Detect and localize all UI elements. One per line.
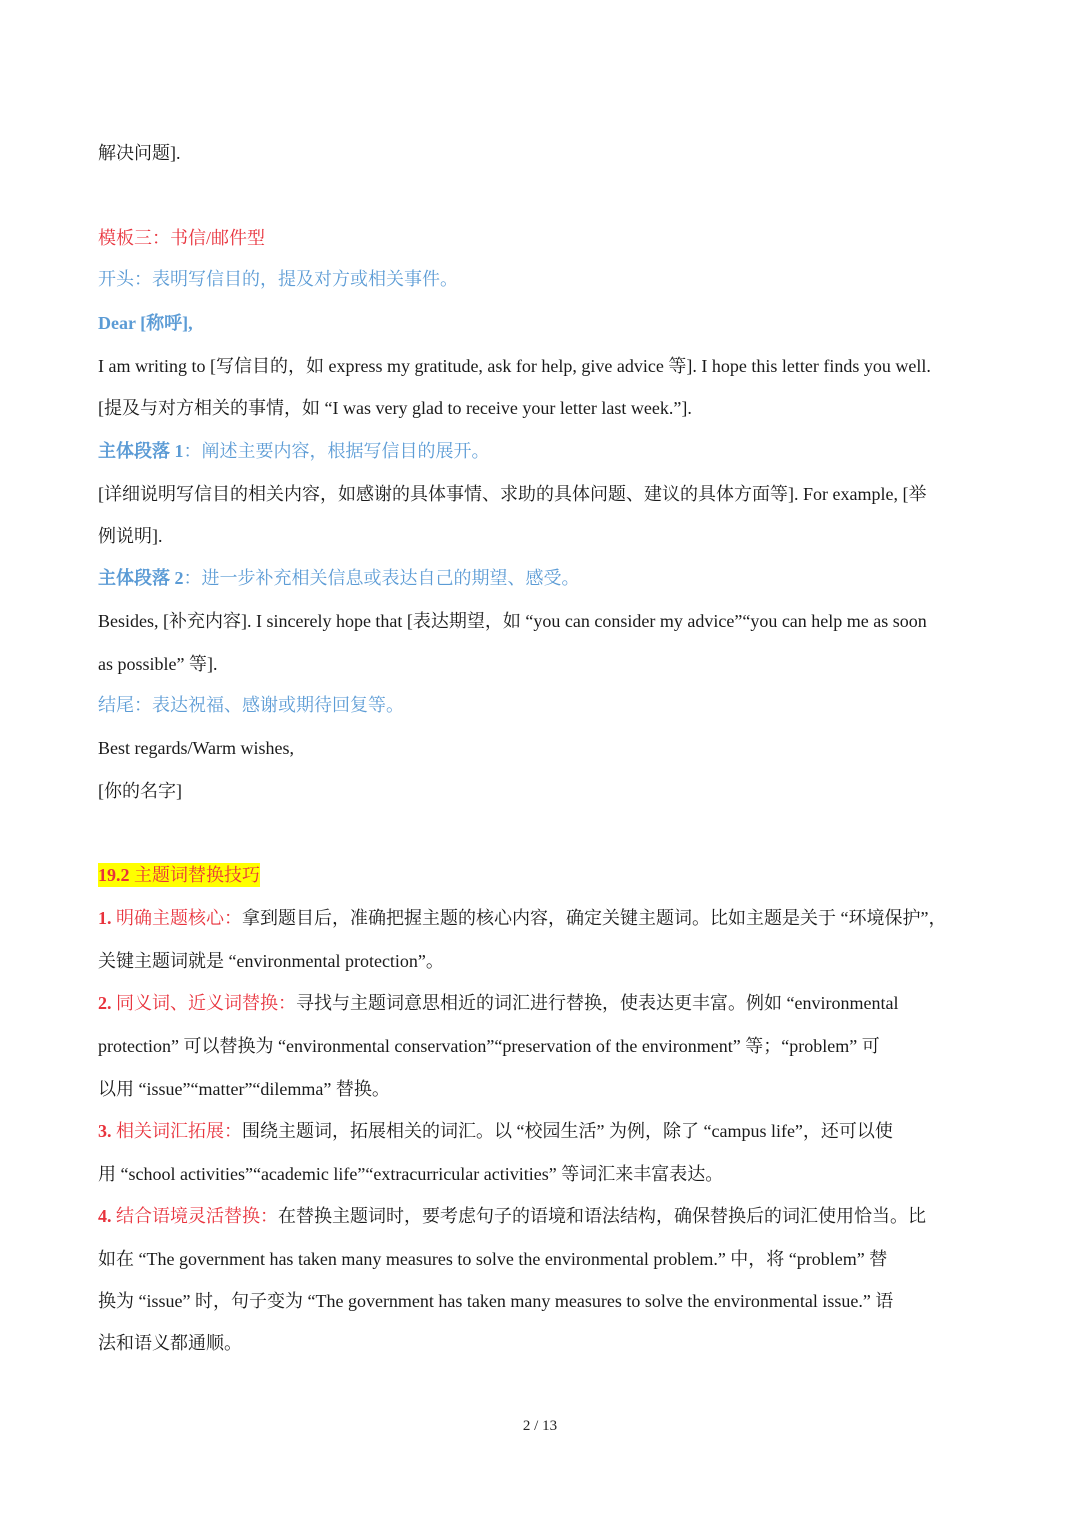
text-line: protection” 可以替换为 “environmental conservation”“preservation of the environment” 等；“problem” 可 — [98, 1036, 880, 1056]
tip-text: 拿到题目后，准确把握主题的核心内容，确定关键主题词。比如主题是关于 “环境保护”， — [242, 908, 947, 928]
text-line: 例说明]. — [98, 526, 163, 546]
salutation-placeholder: [称呼], — [135, 313, 193, 333]
text-line: I am writing to [写信目的，如 express my gratitude, ask for help, give advice 等]. I hope this letter finds you well. — [98, 356, 931, 376]
section-guide-body-2 — [98, 566, 998, 590]
tip-title: 结合语境灵活替换： — [116, 1206, 278, 1226]
tip-text: 围绕主题词，拓展相关的词汇。以 “校园生活” 为例，除了 “campus life”，还可以使 — [242, 1121, 893, 1141]
template-heading: 模板三：书信/邮件型 — [98, 228, 266, 248]
tip-text: 在替换主题词时，要考虑句子的语境和语法结构，确保替换后的词汇使用恰当。比 — [278, 1206, 926, 1226]
text-line: Besides, [补充内容]. I sincerely hope that [表达期望，如 “you can consider my advice”“you can help me as soon — [98, 611, 927, 631]
section-guide-closing: 结尾：表达祝福、感谢或期待回复等。 — [98, 695, 404, 715]
text-line: Best regards/Warm wishes, — [98, 738, 295, 758]
section-guide-opening: 开头：表明写信目的，提及对方或相关事件。 — [98, 269, 458, 289]
section-guide-body-1 — [98, 439, 998, 463]
section-heading — [98, 863, 998, 887]
tip-item-2 — [98, 991, 998, 1015]
section-guide-label: 主体段落 2 — [98, 568, 184, 588]
section-title: 主题词替换技巧 — [129, 865, 260, 885]
tip-text: 寻找与主题词意思相近的词汇进行替换，使表达更丰富。例如 “environmental — [296, 993, 899, 1013]
section-guide-label: 主体段落 1 — [98, 441, 184, 461]
salutation-dear: Dear — [98, 313, 136, 333]
tip-number: 3. — [98, 1121, 116, 1141]
text-line: [详细说明写信目的相关内容，如感谢的具体事情、求助的具体问题、建议的具体方面等]. For example, [举 — [98, 484, 927, 504]
highlighted-heading — [98, 863, 260, 887]
tip-title: 同义词、近义词替换： — [116, 993, 296, 1013]
section-number: 19.2 — [98, 865, 130, 885]
section-guide-text: ：进一步补充相关信息或表达自己的期望、感受。 — [183, 568, 580, 588]
text-line: as possible” 等]. — [98, 654, 218, 674]
tip-title: 明确主题核心： — [116, 908, 242, 928]
text-line: 如在 “The government has taken many measures to solve the environmental problem.” 中，将 “problem” 替 — [98, 1249, 888, 1269]
text-line: 换为 “issue” 时，句子变为 “The government has taken many measures to solve the environmental issue.” 语 — [98, 1291, 894, 1311]
text-line: [提及与对方相关的事情，如 “I was very glad to receive your letter last week.”]. — [98, 398, 692, 418]
tip-number: 2. — [98, 993, 116, 1013]
page-number: 2 / 13 — [522, 1418, 558, 1434]
tip-title: 相关词汇拓展： — [116, 1121, 242, 1141]
text-line: 关键主题词就是 “environmental protection”。 — [98, 951, 444, 971]
text-line: 法和语义都通顺。 — [98, 1333, 242, 1353]
tip-item-4 — [98, 1204, 998, 1228]
text-line: 以用 “issue”“matter”“dilemma” 替换。 — [98, 1079, 390, 1099]
tip-item-1 — [98, 906, 998, 930]
text-line: 用 “school activities”“academic life”“extracurricular activities” 等词汇来丰富表达。 — [98, 1164, 724, 1184]
section-guide-text: ：阐述主要内容，根据写信目的展开。 — [183, 441, 490, 461]
salutation-line — [98, 311, 998, 335]
tip-number: 4. — [98, 1206, 116, 1226]
tip-item-3 — [98, 1119, 998, 1143]
tip-number: 1. — [98, 908, 116, 928]
text-line: [你的名字] — [98, 781, 182, 801]
text-line: 解决问题]. — [98, 143, 181, 163]
